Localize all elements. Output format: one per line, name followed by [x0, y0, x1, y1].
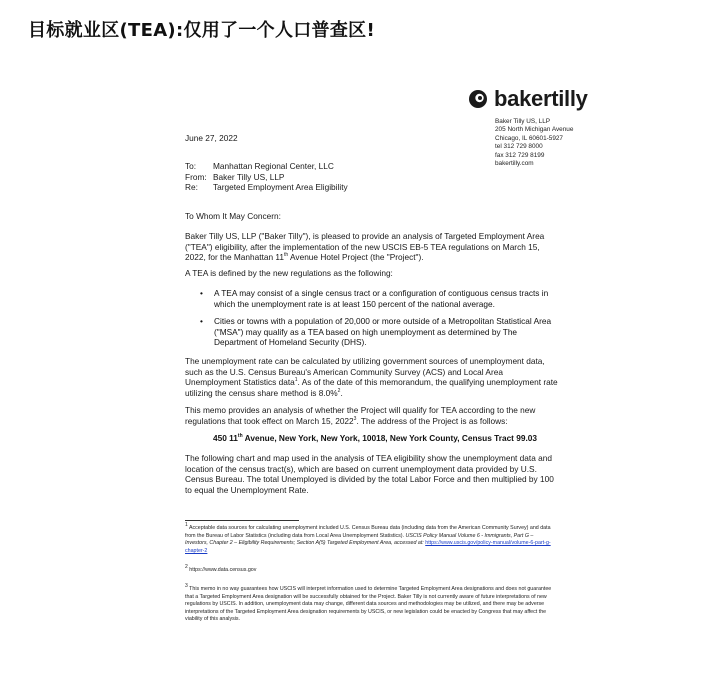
footnote-citation: USCIS Policy Manual Volume 6 - Immigrants, Part G – Investors, Chapter 2 – Eligibility Requirements; Section A(5) Targeted Employment Area, accessed at:: [185, 532, 534, 547]
footnote-ref-1: 1: [294, 377, 298, 384]
footnote-2: [185, 564, 555, 575]
footnote-ref-2: 2: [337, 388, 341, 395]
bullet-text: Cities or towns with a population of 20,000 or more outside of a Metropolitan Statistical Area ("MSA") may qualify as a TEA based on high unemployment as determined by The Department of Homeland Security (DHS).: [214, 316, 552, 348]
address-text: 450 11: [213, 433, 238, 443]
paragraph-text: .: [340, 387, 343, 398]
project-address: [213, 433, 537, 443]
from-label: From:: [185, 171, 207, 182]
footnote-3: [185, 583, 555, 624]
to-value: Manhattan Regional Center, LLC: [213, 161, 334, 171]
superscript: th: [284, 252, 289, 259]
bakertilly-logo-icon: [468, 89, 488, 109]
address-line: 205 North Michigan Avenue: [495, 126, 574, 134]
analysis-paragraph: [185, 405, 560, 426]
footnote-number: 3: [185, 583, 188, 590]
re-label: Re:: [185, 182, 198, 193]
salutation: To Whom It May Concern:: [185, 211, 281, 221]
page-title: 目标就业区(TEA):仅用了一个人口普查区!: [28, 20, 375, 41]
footnote-text: https://www.data.census.gov: [187, 567, 257, 573]
address-text: Avenue, New York, New York, 10018, New York County, Census Tract 99.03: [242, 433, 538, 443]
footnote-number: 1: [185, 522, 188, 529]
address-line: bakertilly.com: [495, 160, 534, 168]
memo-header: [185, 161, 560, 193]
superscript: th: [237, 433, 243, 440]
paragraph-text: This memo provides an analysis of whether the Project will qualify for TEA according to the new regulations that took effect on March 15, 2022: [185, 405, 536, 426]
footnote-number: 2: [185, 564, 188, 571]
footnote-text: Acceptable data sources for calculating unemployment included U.S. Census Bureau data (including data from the American Community Survey) and data from the Bureau of Labor Statistics (including data from Local Area Unemployment Statistics).: [185, 525, 551, 539]
address-line: Baker Tilly US, LLP: [495, 118, 551, 125]
intro-text: Baker Tilly US, LLP ("Baker Tilly"), is pleased to provide an analysis of Targeted Employment Area ("TEA") eligibility, after the implementation of the new USCIS EB-5 TEA regulations on March 15, 2022, for the Manhattan 11: [185, 231, 545, 263]
memo-date: June 27, 2022: [185, 133, 238, 143]
chart-intro-paragraph: The following chart and map used in the analysis of TEA eligibility show the unemployment data and location of the census tract(s), which are based on current unemployment data provided by U.S. Census Bureau. The total Unemployed is divided by the total Labor Force and then multiplied by 100 to equal the Unemployment Rate.: [185, 453, 554, 495]
bakertilly-logo: [468, 86, 588, 112]
bullet-text: A TEA may consist of a single census tract or a configuration of contiguous census tracts in which the unemployment rate is at least 150 percent of the national average.: [214, 288, 549, 309]
to-label: To:: [185, 161, 197, 171]
definition-paragraph: A TEA is defined by the new regulations as the following:: [185, 268, 393, 278]
address-line: tel 312 729 8000: [495, 143, 543, 151]
bullet-item: [200, 316, 560, 348]
footnote-link[interactable]: https://www.uscis.gov/policy-manual/volume-6-part-g-chapter-2: [185, 540, 551, 554]
paragraph-text: The unemployment rate can be calculated by utilizing government sources of unemployment data, such as the U.S. Census Bureau's American Community Survey (ACS) and Local Area Unemployment Statistics data: [185, 356, 545, 388]
address-line: fax 312 729 8199: [495, 151, 545, 159]
bullet-icon: •: [200, 288, 203, 298]
paragraph-text: . The address of the Project is as follows:: [356, 415, 508, 426]
footnote-ref-3: 3: [353, 415, 357, 422]
address-line: Chicago, IL 60601-5927: [495, 134, 563, 142]
unemployment-paragraph: [185, 356, 560, 398]
intro-text-end: Avenue Hotel Project (the "Project").: [288, 252, 424, 263]
intro-paragraph: [185, 231, 560, 263]
footnote-text: This memo in no way guarantees how USCIS will interpret information used to determine Targeted Employment Area designations and does not guarantee that a Targeted Employment Area designation will be successfully obtained for the Project. Baker Tilly is not currently aware of future interpretations of new regulations by USCIS. In addition, unemployment data may change, different data sources and methodologies may be utilized, and there may be adverse interpretations of the Targeted Employment Area designation requirements by USCIS, or new legislation could be enacted by Congress that may affect the viability of this analysis.: [185, 586, 552, 623]
from-value: Baker Tilly US, LLP: [213, 171, 285, 182]
footnote-1: [185, 522, 555, 555]
bullet-item: [200, 288, 560, 309]
logo-text: bakertilly: [494, 86, 588, 111]
bullet-icon: •: [200, 316, 203, 326]
re-value: Targeted Employment Area Eligibility: [213, 182, 348, 193]
footnote-divider: [185, 520, 299, 521]
paragraph-text: . As of the date of this memorandum, the qualifying unemployment rate utilizing the census share method is 8.0%: [185, 377, 558, 398]
